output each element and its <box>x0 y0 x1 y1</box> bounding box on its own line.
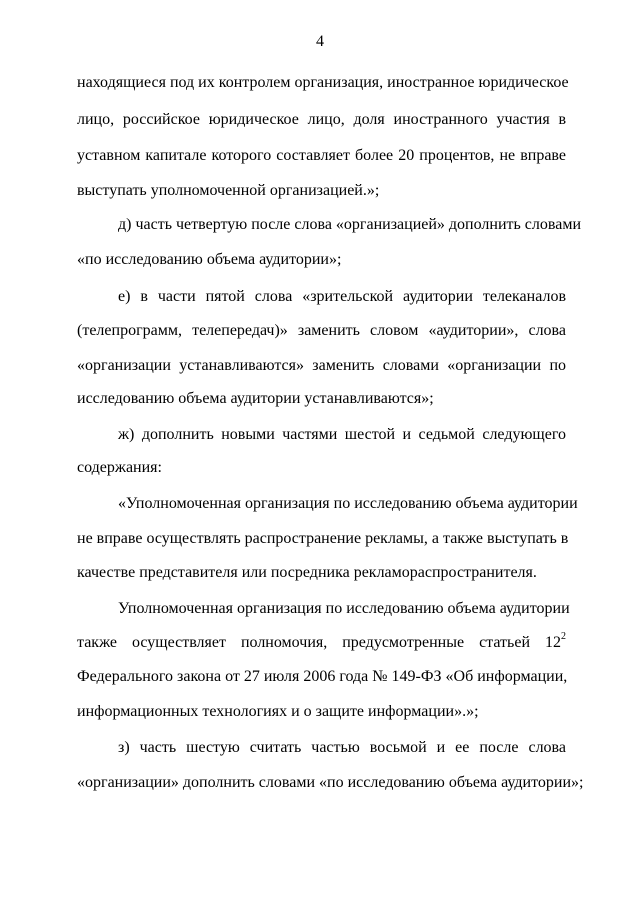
text-line: лицо, российское юридическое лицо, доля иностранного участия в <box>77 111 566 128</box>
text-line: ж) дополнить новыми частями шестой и седьмой следующего <box>118 426 566 443</box>
text-line: «по исследованию объема аудитории»; <box>77 251 342 268</box>
text-line: Федерального закона от 27 июля 2006 года № 149-ФЗ «Об информации, <box>77 668 568 685</box>
text-line: д) часть четвертую после слова «организацией» дополнить словами <box>118 216 582 233</box>
text-line: выступать уполномоченной организацией.»; <box>77 182 380 199</box>
text-line: «организации устанавливаются» заменить словами «организации по <box>77 357 566 374</box>
text-line: (телепрограмм, телепередач)» заменить словом «аудитории», слова <box>77 322 566 339</box>
text-line: исследованию объема аудитории устанавливаются»; <box>77 390 434 407</box>
text-line: содержания: <box>77 459 162 476</box>
text-line: «организации» дополнить словами «по исследованию объема аудитории»; <box>77 774 584 791</box>
text-line: не вправе осуществлять распространение рекламы, а также выступать в <box>77 530 569 547</box>
text-line: е) в части пятой слова «зрительской аудитории телеканалов <box>118 288 566 305</box>
text-line: информационных технологиях и о защите информации».»; <box>77 703 479 720</box>
text-line: находящиеся под их контролем организация, иностранное юридическое <box>77 74 569 91</box>
text-line: Уполномоченная организация по исследованию объема аудитории <box>118 600 570 617</box>
text-line <box>77 630 566 653</box>
page-number: 4 <box>316 33 324 50</box>
superscript: 2 <box>561 630 566 642</box>
text-line-main: также осуществляет полномочия, предусмотренные статьей 12 <box>77 634 561 651</box>
text-line: з) часть шестую считать частью восьмой и ее после слова <box>118 739 566 756</box>
text-line: уставном капитале которого составляет более 20 процентов, не вправе <box>77 147 566 164</box>
text-line: «Уполномоченная организация по исследованию объема аудитории <box>118 495 578 512</box>
text-line: качестве представителя или посредника рекламораспространителя. <box>77 564 537 581</box>
